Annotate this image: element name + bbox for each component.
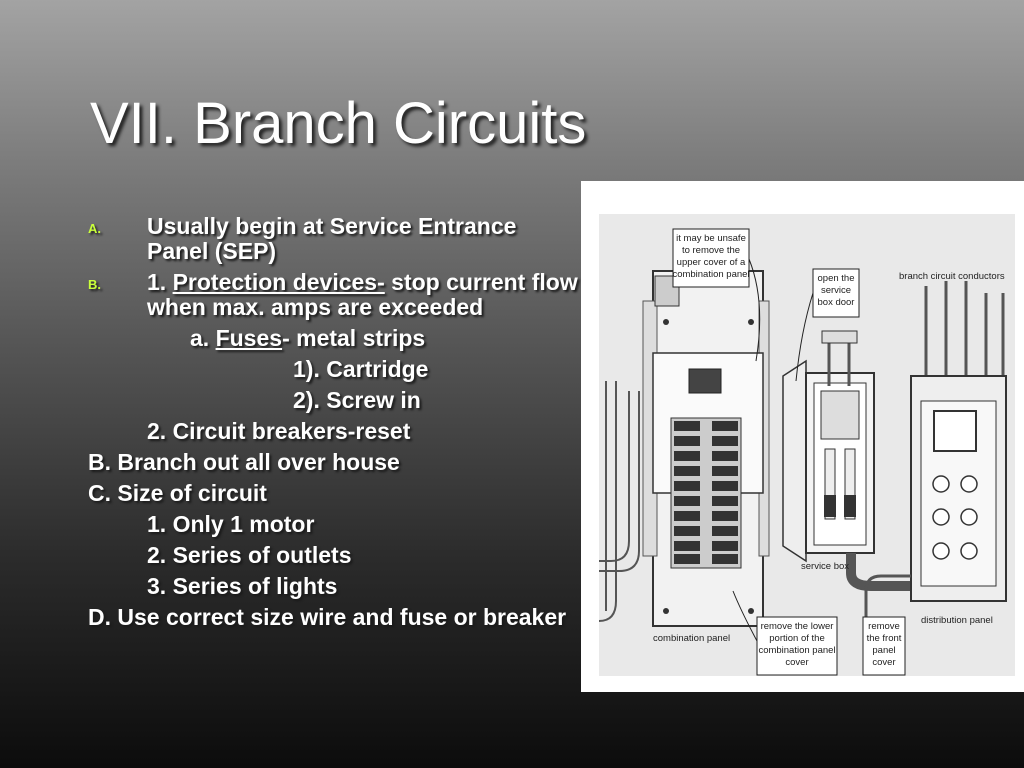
callout-unsafe-line-2: to remove the [681,245,741,256]
bullet-b [88,270,578,320]
breaker-rows [671,418,741,568]
fuses-item [88,326,578,351]
protection-devices-term: Protection devices- [172,269,385,295]
callout-remove-lower-line-1: remove the lower [760,621,834,632]
bullet-a [88,214,578,264]
cartridge-item: 1). Cartridge [293,356,429,382]
slide-title: VII. Branch Circuits [90,91,587,156]
callout-remove-front [863,617,905,675]
callout-open-line-2: service [820,285,852,296]
callout-open-line-3: box door [817,297,855,308]
fuses-prefix: a. [190,325,216,351]
branch-conductors-label: branch circuit conductors [899,271,1005,282]
bullet-b-marker: B. [88,277,101,292]
callout-unsafe-line-1: it may be unsafe [676,233,746,244]
distribution-panel-label: distribution panel [921,615,993,626]
use-correct-item: D. Use correct size wire and fuse or breaker [88,604,567,630]
bullet-a-text: Usually begin at Service Entrance Panel (SEP) [147,213,517,264]
callout-unsafe-line-3: upper cover of a [676,257,746,268]
screw-in-item: 2). Screw in [293,387,421,413]
service-box-label: service box [801,561,850,572]
slide-content [88,214,578,636]
panel-diagram-svg [581,181,1024,692]
circuit-breakers-item: 2. Circuit breakers-reset [147,418,411,444]
callout-remove-front-line-4: cover [872,657,896,668]
bullet-a-marker: A. [88,221,101,236]
callout-remove-front-line-2: the front [866,633,902,644]
combination-panel-label: combination panel [653,633,731,644]
fuses-suffix: - metal strips [282,325,426,351]
callout-remove-lower-line-4: cover [785,657,809,668]
fuses-term: Fuses [215,325,283,351]
callout-remove-front-line-1: remove [868,621,900,632]
size-of-circuit-item: C. Size of circuit [88,480,267,506]
bullet-b-prefix: 1. [147,269,173,295]
series-outlets-item: 2. Series of outlets [147,542,352,568]
callout-open-line-1: open the [817,273,855,284]
callout-remove-lower-line-2: portion of the [769,633,825,644]
panel-diagram [581,181,1024,692]
callout-remove-lower-line-3: combination panel [758,645,836,656]
callout-unsafe-line-4: combination panel [672,269,750,280]
callout-remove-front-line-3: panel [872,645,896,656]
one-motor-item: 1. Only 1 motor [147,511,315,537]
bullet-b-suffix: stop current flow when max. amps are exceeded [147,269,578,320]
series-lights-item: 3. Series of lights [147,573,338,599]
branch-out-item: B. Branch out all over house [88,449,400,475]
